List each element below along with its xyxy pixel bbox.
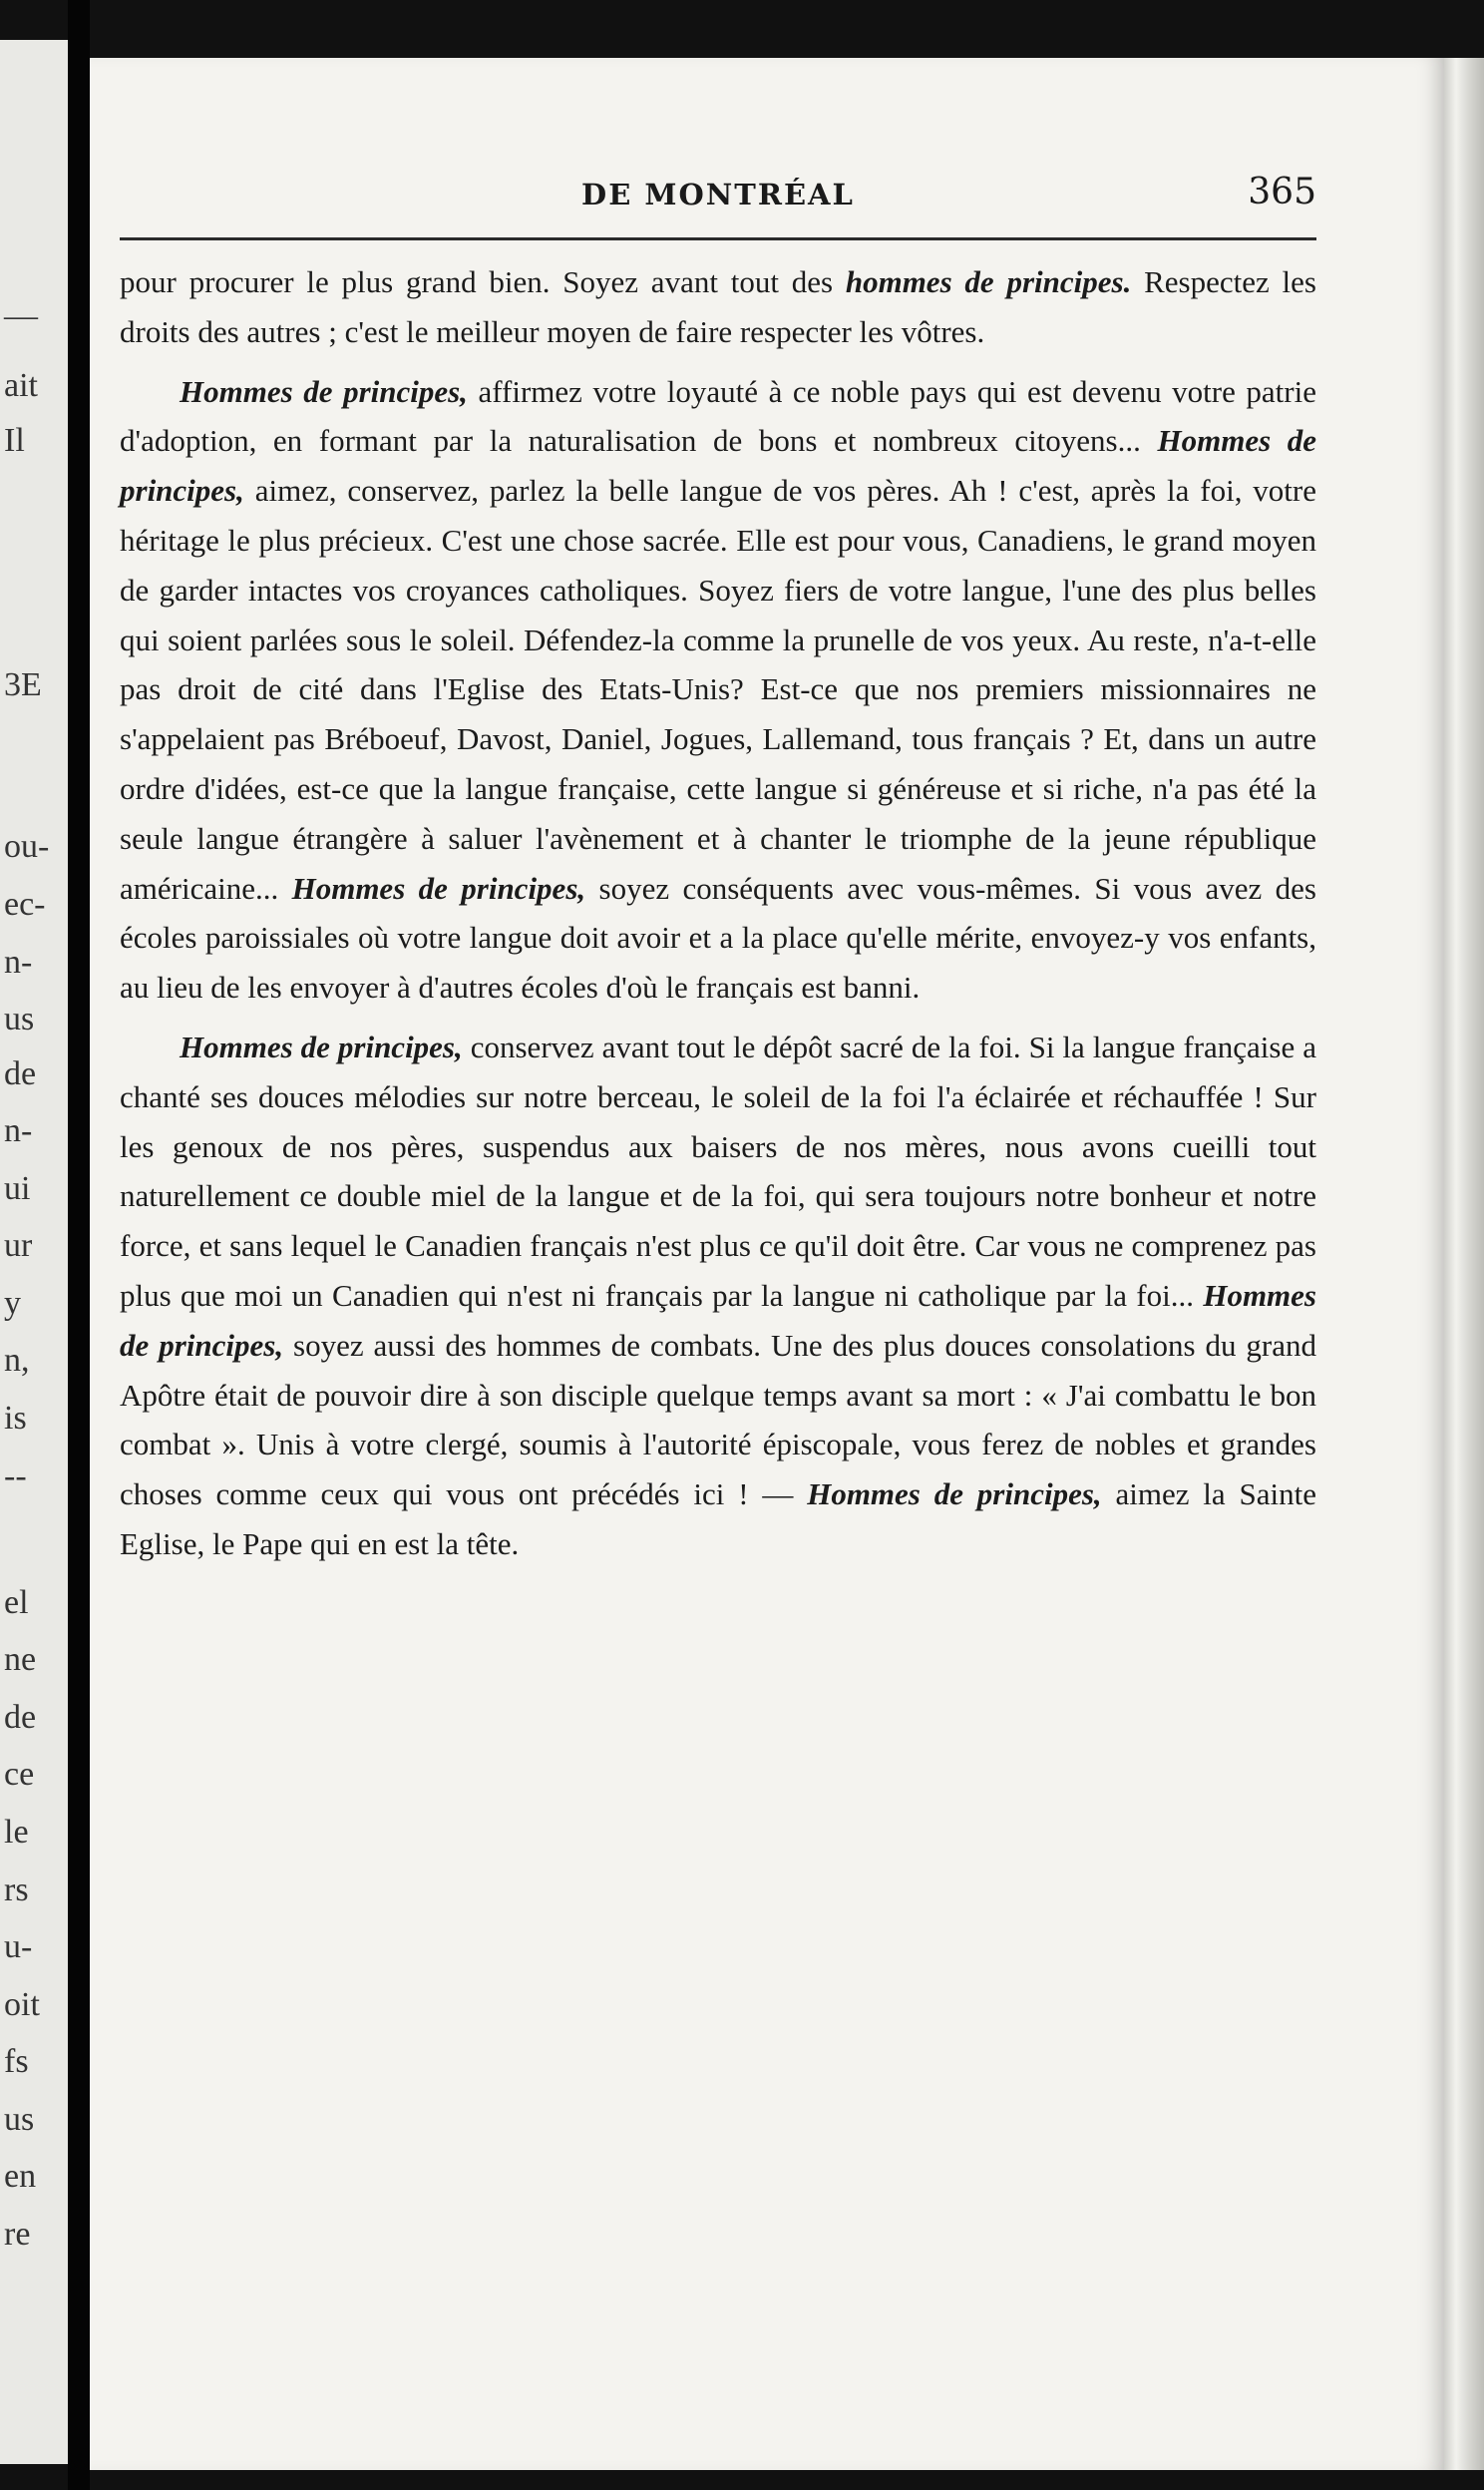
previous-page-fragment: ne xyxy=(4,1641,37,1678)
previous-page-fragment: le xyxy=(4,1814,29,1851)
book-gutter xyxy=(68,0,90,2490)
emphasis-phrase: Hommes de principes, xyxy=(180,373,468,409)
previous-page-fragment: ou- xyxy=(4,828,50,865)
previous-page-fragment: Il xyxy=(4,422,25,459)
emphasis-phrase: Hommes de principes, xyxy=(180,1029,463,1064)
emphasis-phrase: hommes de principes. xyxy=(845,264,1132,299)
previous-page-fragment: ui xyxy=(4,1170,31,1207)
previous-page-fragment: ce xyxy=(4,1756,35,1793)
previous-page-fragment: n- xyxy=(4,944,33,981)
previous-page-fragment: us xyxy=(4,2101,35,2138)
text-run: soyez aussi des hommes de combats. Une des plus douces consolations du grand Apôtre était de pouvoir dire à son disciple quelque temps avant sa mort : « J'ai combattu le bon combat ». Unis à votre clergé, soumis à l'autorité épiscopale, vous ferez de nobles et grandes choses comme ceux qui vous ont précédés ici ! — xyxy=(120,1327,1316,1512)
previous-page-fragment: de xyxy=(4,1055,37,1092)
previous-page-fragment: ec- xyxy=(4,886,46,923)
page-fore-edge xyxy=(1444,58,1484,2470)
paragraph xyxy=(120,367,1316,1013)
previous-page-fragment: — xyxy=(4,297,38,334)
previous-page-fragment: us xyxy=(4,1001,35,1038)
previous-page-fragment: de xyxy=(4,1699,37,1736)
header-rule xyxy=(120,237,1316,240)
previous-page-fragment: -- xyxy=(4,1457,27,1494)
text-run: aimez la Sainte Eglise, le Pape qui en est la tête. xyxy=(120,1476,1316,1561)
previous-page-fragment: 3E xyxy=(4,666,42,703)
previous-page-fragment: n- xyxy=(4,1112,33,1149)
text-run: aimez, conservez, parlez la belle langue de vos pères. Ah ! c'est, après la foi, votre héritage le plus précieux. C'est une chose sacrée. Elle est pour vous, Canadiens, le grand moyen de garder intactes vos croyances catholiques. Soyez fiers de votre langue, l'une des plus belles qui soient parlées sous le soleil. Défendez-la comme la prunelle de vos yeux. Au reste, n'a-t-elle pas droit de cité dans l'Eglise des Etats-Unis? Est-ce que nos premiers missionnaires ne s'appelaient pas Bréboeuf, Davost, Daniel, Jogues, Lallemand, tous français ? Et, dans un autre ordre d'idées, est-ce que la langue française, cette langue si généreuse et si riche, n'a pas été la seule langue étrangère à saluer l'avènement et à chanter le triomphe de la jeune république américaine... xyxy=(120,473,1316,906)
previous-page-fragment: rs xyxy=(4,1871,29,1908)
body-text xyxy=(120,257,1316,1579)
previous-page-fragment: el xyxy=(4,1584,29,1621)
emphasis-phrase: Hommes de principes, xyxy=(120,1277,1316,1363)
page-header xyxy=(120,172,1316,237)
page-365 xyxy=(90,58,1444,2470)
previous-page-fragment: ur xyxy=(4,1227,33,1264)
previous-page-fragment: ait xyxy=(4,367,38,404)
previous-page-fragment: y xyxy=(4,1285,21,1322)
emphasis-phrase: Hommes de principes, xyxy=(120,423,1317,509)
text-run: Respectez les droits des autres ; c'est le meilleur moyen de faire respecter les vôtres. xyxy=(120,264,1316,349)
previous-page-fragment: u- xyxy=(4,1928,33,1965)
previous-page-edge xyxy=(0,40,68,2464)
previous-page-fragment: n, xyxy=(4,1342,30,1379)
running-head: DE MONTRÉAL xyxy=(581,178,855,211)
page-number: 365 xyxy=(1248,172,1316,212)
text-run: pour procurer le plus grand bien. Soyez avant tout des xyxy=(120,264,846,299)
emphasis-phrase: Hommes de principes, xyxy=(807,1476,1102,1512)
previous-page-fragment: en xyxy=(4,2158,37,2195)
previous-page-fragment: fs xyxy=(4,2043,29,2080)
text-run: soyez conséquents avec vous-mêmes. Si vous avez des écoles paroissiales où votre langue doit avoir et a la place qu'elle mérite, envoyez-y vos enfants, au lieu de les envoyer à d'autres écoles d'où le français est banni. xyxy=(120,870,1316,1006)
paragraph xyxy=(120,1023,1316,1569)
previous-page-fragment: oit xyxy=(4,1986,40,2023)
previous-page-fragment: re xyxy=(4,2216,31,2253)
emphasis-phrase: Hommes de principes, xyxy=(291,870,586,906)
paragraph xyxy=(120,257,1316,357)
text-run: conservez avant tout le dépôt sacré de la foi. Si la langue française a chanté ses douces mélodies sur notre berceau, le soleil de la foi l'a éclairée et réchauffée ! Sur les genoux de nos pères, suspendus aux baisers de nos mères, nous avons cueilli tout naturellement ce double miel de la langue et de la foi, qui sera toujours notre bonheur et notre force, et sans lequel le Canadien français n'est plus ce qu'il doit être. Car vous ne comprenez pas plus que moi un Canadien qui n'est ni français par la langue ni catholique par la foi... xyxy=(120,1029,1316,1313)
text-run: affirmez votre loyauté à ce noble pays qui est devenu votre patrie d'adoption, en formant par la naturalisation de bons et nombreux citoyens... xyxy=(120,373,1316,459)
previous-page-fragment: is xyxy=(4,1400,27,1437)
